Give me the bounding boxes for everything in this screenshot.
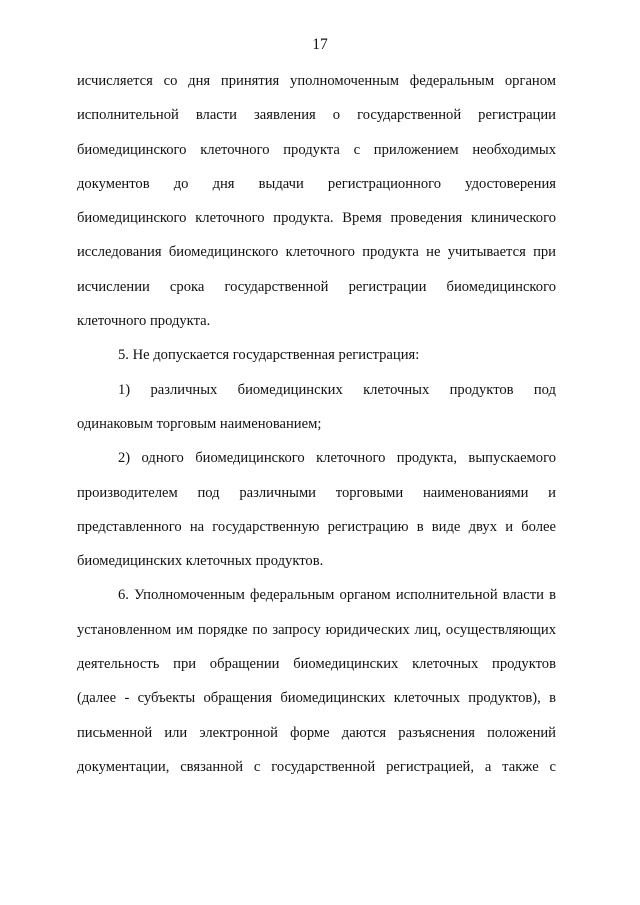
text-line: биомедицинского клеточного продукта. Время проведения клинического <box>77 210 556 227</box>
list-item-2-line: представленного на государственную регистрацию в виде двух и более <box>77 518 556 535</box>
paragraph-6-line: письменной или электронной форме даются разъяснения положений <box>77 724 556 741</box>
list-item-1-line: одинаковым торговым наименованием; <box>77 415 322 432</box>
list-item-2-line: 2) одного биомедицинского клеточного продукта, выпускаемого <box>118 450 556 467</box>
page-number: 17 <box>312 36 328 53</box>
text-line: исчислении срока государственной регистрации биомедицинского <box>77 278 556 295</box>
text-line: исследования биомедицинского клеточного продукта не учитывается при <box>77 244 556 261</box>
document-body <box>77 64 556 784</box>
list-item-1-line: 1) различных биомедицинских клеточных продуктов под <box>118 381 556 398</box>
text-line: биомедицинского клеточного продукта с приложением необходимых <box>77 141 556 158</box>
text-line: клеточного продукта. <box>77 313 211 330</box>
paragraph-6-line: деятельность при обращении биомедицинских клеточных продуктов <box>77 656 556 673</box>
text-line: документов до дня выдачи регистрационного удостоверения <box>77 175 556 192</box>
list-item-2-line: производителем под различными торговыми наименованиями и <box>77 484 556 501</box>
paragraph-6-line: 6. Уполномоченным федеральным органом исполнительной власти в <box>118 587 556 604</box>
paragraph-6-line: (далее - субъекты обращения биомедицинских клеточных продуктов), в <box>77 690 556 707</box>
paragraph-6-line: документации, связанной с государственной регистрацией, а также с <box>77 758 556 775</box>
paragraph-5-heading: 5. Не допускается государственная регистрация: <box>118 347 420 364</box>
paragraph-6-line: установленном им порядке по запросу юридических лиц, осуществляющих <box>77 621 556 638</box>
text-line: исчисляется со дня принятия уполномоченным федеральным органом <box>77 73 556 89</box>
list-item-2-line: биомедицинских клеточных продуктов. <box>77 553 324 570</box>
text-line: исполнительной власти заявления о государственной регистрации <box>77 107 556 124</box>
